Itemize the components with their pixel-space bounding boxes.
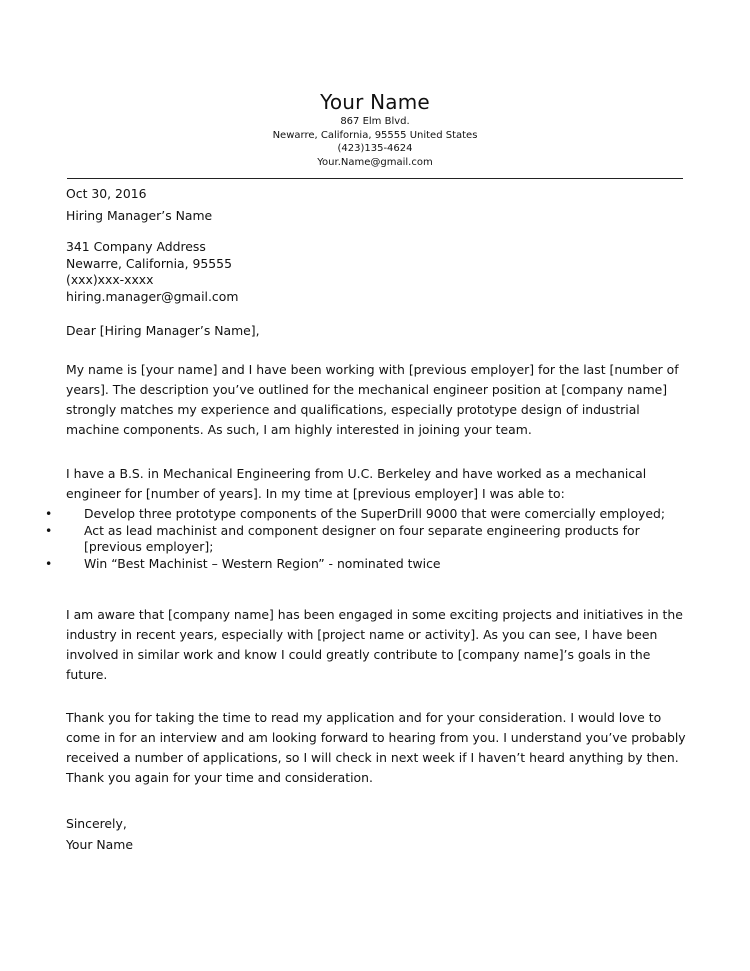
sender-contact: [0, 115, 750, 169]
closing: Sincerely,: [66, 816, 127, 831]
paragraph-text: My name is [your name] and I have been working with [previous employer] for the last [number of years]. The description you’ve outlined for the mechanical engineer position at [company name] strongly matches my experience and qualifications, especially prototype design of industrial machine components. As such, I am highly interested in joining your team.: [66, 362, 679, 437]
list-item-text: Win “Best Machinist – Western Region” - nominated twice: [84, 556, 441, 571]
recipient-email: hiring.manager@gmail.com: [66, 288, 239, 304]
paragraph-text: I have a B.S. in Mechanical Engineering from U.C. Berkeley and have worked as a mechanical engineer for [number of years]. In my time at [previous employer] I was able to:: [66, 466, 647, 501]
recipient-city-line: Newarre, California, 95555: [66, 255, 232, 271]
sender-city-line: Newarre, California, 95555 United States: [272, 129, 478, 141]
paragraph-interest: [66, 605, 686, 685]
recipient-name: Hiring Manager’s Name: [66, 208, 213, 223]
paragraph-education: [66, 464, 686, 504]
bullet-icon: •: [45, 506, 53, 521]
salutation-block: [66, 321, 686, 341]
header-divider: [67, 178, 683, 179]
list-item-text: Develop three prototype components of the SuperDrill 9000 that were comercially employed;: [84, 506, 666, 521]
list-item: [45, 506, 686, 522]
sender-street: 867 Elm Blvd.: [340, 116, 410, 127]
paragraph-intro: [66, 360, 686, 440]
bullet-icon: •: [45, 556, 53, 571]
recipient-address-block: [66, 239, 686, 305]
bullet-icon: •: [45, 523, 53, 538]
paragraph-text: I am aware that [company name] has been engaged in some exciting projects and initiatives in the industry in recent years, especially with [project name or activity]. As you can see, I have been involved in similar work and know I could greatly contribute to [company name]’s goals in the future.: [66, 607, 683, 682]
paragraph-thanks: [66, 708, 686, 788]
sender-phone: (423)135-4624: [337, 143, 413, 154]
sender-name: Your Name: [320, 90, 430, 114]
closing-block: [66, 813, 686, 855]
achievements-list: [45, 506, 686, 573]
recipient-address: 341 Company Address: [66, 239, 206, 254]
sender-email: Your.Name@gmail.com: [317, 156, 433, 168]
signature: Your Name: [66, 837, 133, 852]
list-item: [45, 523, 686, 555]
list-item-text: Act as lead machinist and component designer on four separate engineering products for [previous employer];: [84, 523, 640, 554]
paragraph-text: Thank you for taking the time to read my application and for your consideration. I would love to come in for an interview and am looking forward to hearing from you. I understand you’ve probably received a number of applications, so I will check in next week if I haven’t heard anything by then. Thank you again for your time and consideration.: [66, 710, 686, 785]
salutation: Dear [Hiring Manager’s Name],: [66, 323, 260, 338]
recipient-name-block: [66, 206, 686, 226]
letter-date: [66, 184, 686, 204]
list-item: [45, 556, 686, 572]
date-text: Oct 30, 2016: [66, 186, 147, 201]
recipient-phone: (xxx)xxx-xxxx: [66, 272, 154, 287]
